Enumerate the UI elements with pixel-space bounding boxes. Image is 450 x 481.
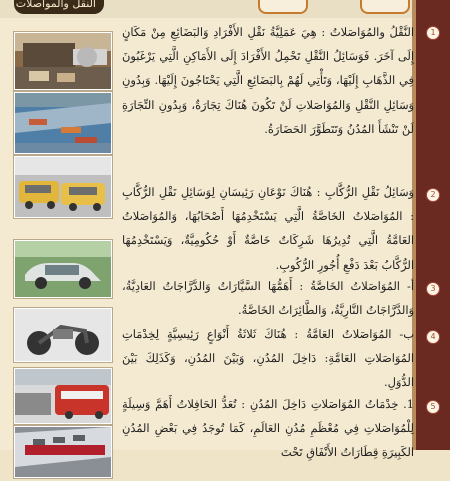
taxis-street-photo [14,156,112,218]
chapter-tab-label: النقل والمواصلات [15,0,96,10]
subway-train-photo [14,426,112,478]
paragraph-marker-2: 2 [426,188,440,202]
harbor-ships-photo [14,92,112,154]
motorcycle-photo [14,308,112,362]
cargo-loading-photo [14,32,112,90]
silver-car-photo [14,240,112,298]
paragraph-marker-3: 3 [426,282,440,296]
paragraph-3 [122,274,414,322]
paragraph-5-text: 1. خِدْمَاتُ المُوَاصَلاتِ دَاخِلَ المُدُنِ : تُعَدُّ الحَافِلاتُ أَهَمَّ وَسِيلَةٍ لِلْمُوَاصَلاتِ فِي مُعْظَمِ مُدُنِ العَالَمِ، كَمَا تُوجَدُ فِي بَعْضِ المُدُنِ الكَبِيرَةِ قِطَارَاتُ الأَنْفَاقِ تَحْتَ [122,397,414,460]
paragraph-4 [122,322,414,395]
paragraph-2-text: وَسَائِلُ نَقْلِ الرُّكَّابِ : هُنَاكَ نَوْعَانِ رَئِيسَانِ لِوَسَائِلِ نَقْلِ الرُّكَّابِ : المُوَاصَلاتُ الخَاصَّةُ الَّتِي يَسْتَخْدِمُهَا أَصْحَابُهَا، وَالمُوَاصَلاتُ العَامَّةُ الَّتِي تُدِيرُهَا شَرِكَاتٌ خَاصَّةٌ أَوْ حُكُومِيَّةٌ، وَيَسْتَخْدِمُهَا الرُّكَّابُ بَعْدَ دَفْعِ أُجُورِ الرُّكُوبِ. [122,185,414,272]
header-strip [0,0,450,18]
side-bar [416,0,450,450]
paragraph-marker-4: 4 [426,330,440,344]
red-bus-photo [14,368,112,424]
header-tab-middle [258,0,308,14]
paragraph-5 [122,392,414,465]
header-tab-right [360,0,410,14]
text-column [122,20,436,460]
paragraph-marker-5: 5 [426,400,440,414]
paragraph-marker-1: 1 [426,26,440,40]
paragraph-4-text: ب- المُوَاصَلاتُ العَامَّةُ : هُنَاكَ ثَلاثَةُ أَنْوَاعٍ رَئِيسِيَّةٍ لِخِدْمَاتِ المُوَاصَلاتِ العَامَّةِ: دَاخِلَ المُدُنِ، وَبَيْنَ المُدُنِ، وَكَذَلِكَ بَيْنَ الدُّوَلِ. [122,327,414,390]
photo-column [14,26,112,450]
paragraph-1-text: النَّقْلُ والمُوَاصَلاتُ : هِيَ عَمَلِيَّةُ نَقْلِ الأَفْرَادِ وَالبَضَائِعِ مِنْ مَكَانٍ إِلَى آخَرَ. فَوَسَائِلُ النَّقْلِ تَحْمِلُ الأَفْرَادَ إِلَى الأَمَاكِنِ الَّتِي يَرْغَبُونَ فِي الذَّهَابِ إِلَيْهَا، وَتَأْتِي لَهُمْ بِالبَضَائِعِ الَّتِي يَحْتَاجُونَ إِلَيْهَا. وَبِدُونِ وَسَائِلِ النَّقْلِ وَالمُوَاصَلاتِ لَنْ تَكُونَ هُنَاكَ تِجَارَةٌ، وَبِدُونِ التِّجَارَةِ لَنْ تَنْشَأَ المُدُنُ وَتَتَطَوَّرَ الحَضَارَةُ. [122,25,414,136]
paragraph-2 [122,180,414,277]
paragraph-3-text: أ- المُوَاصَلاتُ الخَاصَّةُ : أَهَمُّهَا السَّيَّارَاتُ وَالدَّرَّاجَاتُ العَادِيَّةُ، وَالدَّرَّاجَاتُ النَّارِيَّةُ، وَالطَّائِرَاتُ الخَاصَّةُ. [122,279,414,318]
paragraph-1 [122,20,414,141]
chapter-tab [14,0,104,14]
